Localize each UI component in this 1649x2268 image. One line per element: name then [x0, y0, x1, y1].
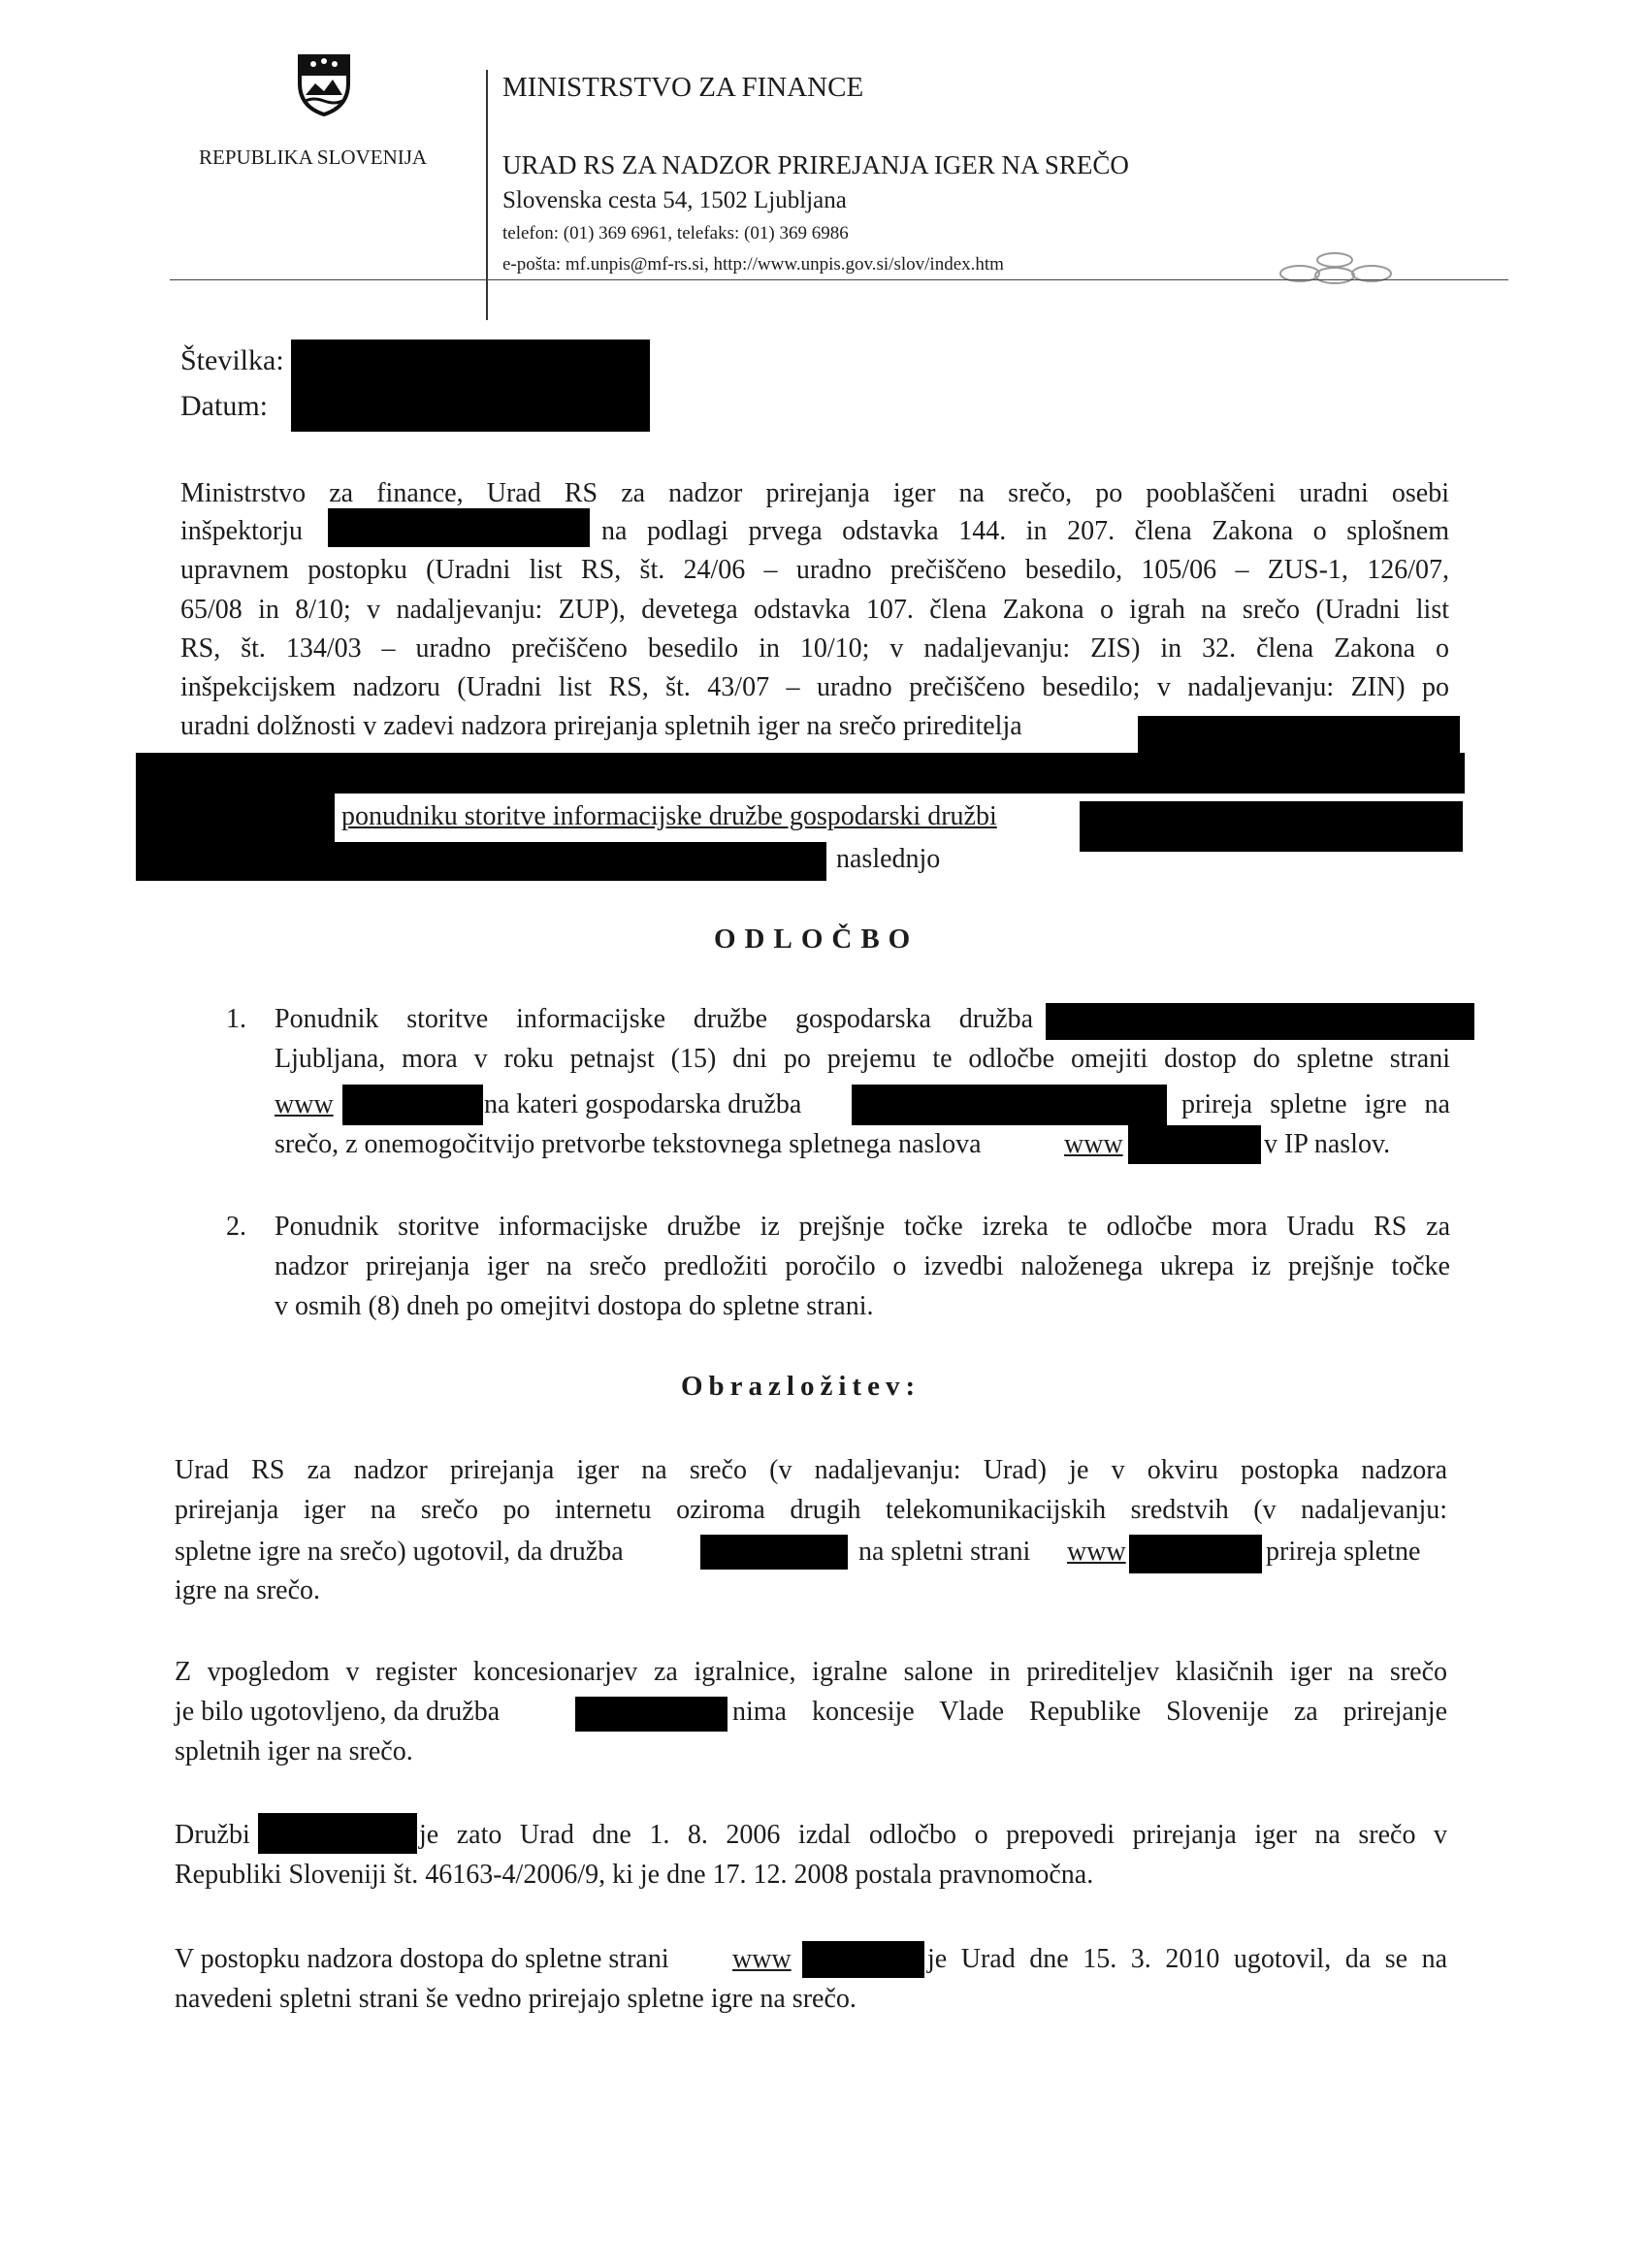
paragraph-line: Z vpogledom v register koncesionarjev za igralnice, igralne salone in prirediteljev klasičnih iger na srečo — [175, 1657, 1447, 1687]
redaction-box — [700, 1535, 848, 1570]
item-text: Ljubljana, mora v roku petnajst (15) dni po prejemu te odločbe omejiti dostop do spletne strani — [275, 1044, 1450, 1074]
paragraph-line: Urad RS za nadzor prirejanja iger na srečo (v nadaljevanju: Urad) je v okviru postopka nadzora — [175, 1455, 1447, 1485]
redaction-box — [1080, 801, 1463, 852]
reasoning-heading: Obrazložitev: — [681, 1371, 922, 1402]
coat-of-arms-icon — [296, 50, 352, 118]
intro-line: upravnem postopku (Uradni list RS, št. 24/06 – uradno prečiščeno besedilo, 105/06 – ZUS-1, 126/07, — [180, 555, 1449, 585]
decision-heading: ODLOČBO — [714, 923, 920, 955]
paragraph-line: Družbi — [175, 1820, 250, 1850]
paragraph-line: je bilo ugotovljeno, da družba — [175, 1697, 501, 1727]
paragraph-line: www — [732, 1944, 792, 1974]
paragraph-line: V postopku nadzora dostopa do spletne strani — [175, 1944, 669, 1974]
redaction-box — [575, 1697, 728, 1732]
intro-line: RS, št. 134/03 – uradno prečiščeno besedilo in 10/10; v nadaljevanju: ZIS) in 32. člena Zakona o — [180, 633, 1449, 664]
item-text: na kateri gospodarska družba — [484, 1089, 802, 1119]
office-name: URAD RS ZA NADZOR PRIREJANJA IGER NA SREČO — [502, 150, 1129, 179]
header-rule — [170, 279, 1508, 280]
item-text: v osmih (8) dneh po omejitvi dostopa do spletne strani. — [275, 1291, 874, 1321]
intro-line: naslednjo — [836, 844, 941, 874]
item-number: 2. — [226, 1212, 246, 1242]
paragraph-line: www — [1067, 1537, 1126, 1567]
redaction-box — [342, 1085, 483, 1125]
intro-line: na podlagi prvega odstavka 144. in 207. člena Zakona o splošnem — [601, 516, 1449, 546]
redaction-box — [291, 340, 650, 432]
item-text: www — [1064, 1129, 1123, 1159]
number-label: Številka: — [180, 344, 284, 376]
country-name: REPUBLIKA SLOVENIJA — [199, 146, 428, 169]
office-address: Slovenska cesta 54, 1502 Ljubljana — [502, 187, 847, 213]
item-text: prireja spletne igre na — [1181, 1089, 1450, 1119]
item-text: nadzor prirejanja iger na srečo predložiti poročilo o izvedbi naloženega ukrepa iz prejšnje točke — [275, 1251, 1450, 1281]
paragraph-line: spletnih iger na srečo. — [175, 1736, 413, 1766]
item-text: Ponudnik storitve informacijske družbe iz prejšnje točke izreka te odločbe mora Uradu RS za — [275, 1212, 1450, 1242]
intro-line: uradni dolžnosti v zadevi nadzora prirejanja spletnih iger na srečo prireditelja — [180, 711, 1022, 741]
intro-line: 65/08 in 8/10; v nadaljevanju: ZUP), devetega odstavka 107. člena Zakona o igrah na srečo (Uradni list — [180, 595, 1449, 625]
paragraph-line: na spletni strani — [858, 1537, 1031, 1567]
logo-stamp-icon — [1271, 239, 1402, 295]
item-text: v IP naslov. — [1264, 1129, 1391, 1159]
item-text: Ponudnik storitve informacijske družbe gospodarska družba — [275, 1004, 1033, 1034]
ministry-name: MINISTRSTVO ZA FINANCE — [502, 72, 864, 103]
paragraph-line: je zato Urad dne 1. 8. 2006 izdal odločbo o prepovedi prirejanja iger na srečo v — [419, 1820, 1447, 1850]
paragraph-line: spletne igre na srečo) ugotovil, da družba — [175, 1537, 624, 1567]
redaction-box — [1128, 1125, 1261, 1164]
intro-line: Ministrstvo za finance, Urad RS za nadzor prirejanja iger na srečo, po pooblaščeni uradni osebi — [180, 478, 1449, 508]
item-text: srečo, z onemogočitvijo pretvorbe tekstovnega spletnega naslova — [275, 1129, 982, 1159]
item-text: www — [275, 1089, 334, 1119]
redaction-box — [136, 794, 335, 842]
redaction-box — [852, 1085, 1167, 1125]
header-divider — [486, 70, 488, 320]
paragraph-line: igre na srečo. — [175, 1575, 321, 1605]
paragraph-line: prireja spletne — [1266, 1537, 1421, 1567]
redaction-box — [1129, 1535, 1262, 1573]
redaction-box — [328, 508, 590, 547]
intro-line: inšpekcijskem nadzoru (Uradni list RS, št. 43/07 – uradno prečiščeno besedilo; v nadaljevanju: ZIN) po — [180, 672, 1449, 702]
office-phone: telefon: (01) 369 6961, telefaks: (01) 369 6986 — [502, 223, 849, 243]
date-label: Datum: — [180, 390, 268, 422]
item-number: 1. — [226, 1004, 246, 1034]
redaction-box — [802, 1941, 924, 1978]
redaction-box — [136, 842, 826, 881]
intro-line: inšpektorju — [180, 516, 303, 546]
paragraph-line: nima koncesije Vlade Republike Slovenije za prirejanje — [732, 1697, 1447, 1727]
intro-line: ponudniku storitve informacijske družbe gospodarski družbi — [341, 801, 997, 831]
office-email: e-pošta: mf.unpis@mf-rs.si, http://www.unpis.gov.si/slov/index.htm — [502, 254, 1004, 275]
redaction-box — [136, 753, 1465, 794]
redaction-box — [258, 1813, 417, 1854]
paragraph-line: prirejanja iger na srečo po internetu oziroma drugih telekomunikacijskih sredstvih (v nadaljevanju: — [175, 1495, 1447, 1525]
paragraph-line: navedeni spletni strani še vedno prirejajo spletne igre na srečo. — [175, 1984, 857, 2014]
paragraph-line: je Urad dne 15. 3. 2010 ugotovil, da se na — [927, 1944, 1447, 1974]
redaction-box — [1046, 1003, 1474, 1040]
paragraph-line: Republiki Sloveniji št. 46163-4/2006/9, ki je dne 17. 12. 2008 postala pravnomočna. — [175, 1860, 1094, 1890]
